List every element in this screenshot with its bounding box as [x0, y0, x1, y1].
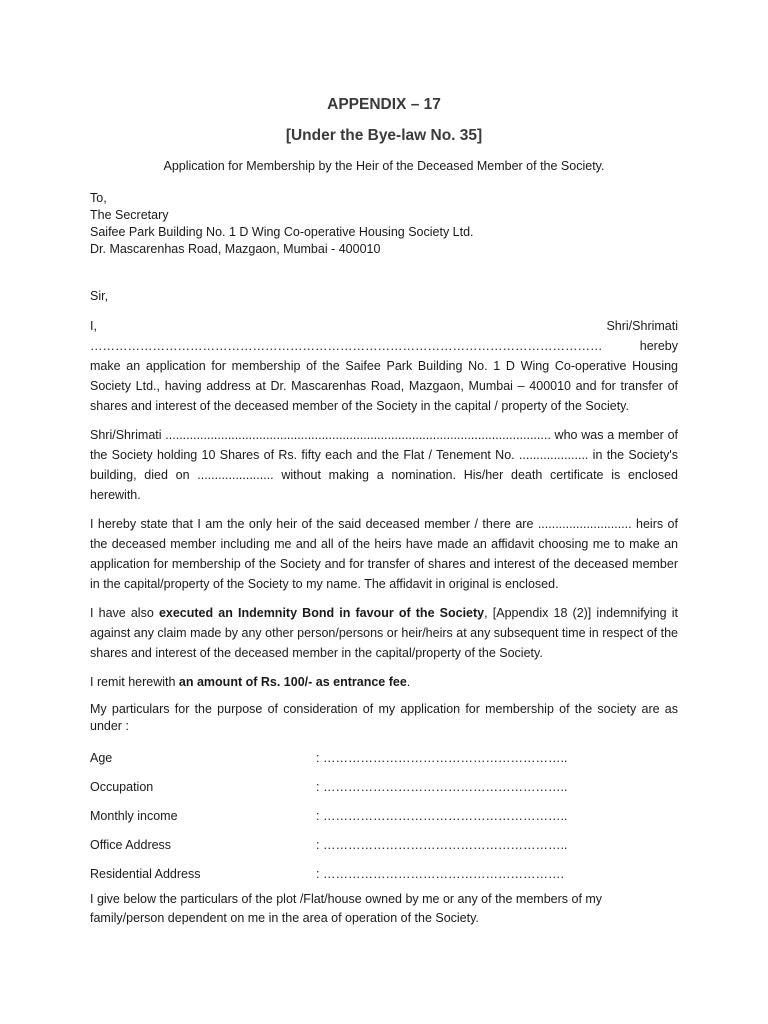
address-recipient: The Secretary [90, 208, 169, 222]
address-society: Saifee Park Building No. 1 D Wing Co-operative Housing Society Ltd. [90, 225, 474, 239]
paragraph-property-particulars: I give below the particulars of the plot /Flat/house owned by me or any of the members of my family/person dependent on me in the area of operation of the Society. [90, 892, 603, 925]
particular-label: Office Address [90, 837, 172, 852]
fee-post: . [406, 675, 411, 689]
particular-row-monthly-income [90, 801, 678, 830]
fee-pre: I remit herewith [90, 675, 179, 689]
particular-label: Age [90, 750, 113, 765]
indemnity-pre: I have also [90, 606, 159, 620]
particular-blank: : …………………………………………………. [316, 866, 564, 881]
appendix-title: APPENDIX – 17 [327, 96, 441, 113]
paragraph-deceased-member: Shri/Shrimati ............................................................................................................... who was a member of the Society holding 10 Shares of Rs. fifty each and the Flat / Tenement No. .................... in the Society's building, died on ...................... without making a nomination. His/her death certificate is enclosed herewith. [90, 428, 678, 502]
indemnity-bold: executed an Indemnity Bond in favour of the Society [158, 606, 485, 620]
particulars-list [90, 743, 678, 888]
bye-law-subtitle: [Under the Bye-law No. 35] [285, 127, 483, 144]
particular-blank: : ………………………………………………….. [316, 779, 568, 794]
paragraph-heirs: I hereby state that I am the only heir of the said deceased member / there are ........................... heirs of the deceased member including me and all of the heirs have made an affidavit choosing me to make an application for membership of the Society and for transfer of shares and interest of the deceased member in the capital/property of the Society to my name. The affidavit in original is enclosed. [90, 517, 678, 591]
salutation: Sir, [90, 289, 109, 303]
particular-row-office-address [90, 830, 678, 859]
address-street: Dr. Mascarenhas Road, Mazgaon, Mumbai - 400010 [90, 242, 381, 256]
recipient-address [90, 190, 678, 258]
fee-bold: an amount of Rs. 100/- as entrance fee [178, 675, 407, 689]
particular-blank: : ………………………………………………….. [316, 750, 568, 765]
particular-row-age [90, 743, 678, 772]
paragraph-particulars-intro: My particulars for the purpose of consideration of my application for membership of the society are as under : [90, 702, 678, 733]
paragraph-indemnity [90, 603, 678, 663]
paragraph-entrance-fee [90, 672, 678, 692]
particular-label: Residential Address [90, 866, 201, 881]
particular-label: Monthly income [90, 808, 178, 823]
particular-row-occupation [90, 772, 678, 801]
particular-blank: : ………………………………………………….. [316, 837, 568, 852]
indemnity-post: , [Appendix 18 (2)] indemnifying it against any claim made by any other person/persons or heir/heirs at any subsequent time in respect of the shares and interest of the deceased member in the capital/property of the Society. [90, 606, 678, 660]
paragraph-application: I, Shri/Shrimati …………………………………………………………………………………………………………… hereby make an application for membership of the Saifee Park Building No. 1 D Wing Co-operative Housing Society Ltd., having address at Dr. Mascarenhas Road, Mazgaon, Mumbai – 400010 and for transfer of shares and interest of the deceased member of the Society in the capital / property of the Society. [90, 319, 678, 413]
particular-blank: : ………………………………………………….. [316, 808, 568, 823]
address-to: To, [90, 191, 107, 205]
application-subject: Application for Membership by the Heir of the Deceased Member of the Society. [163, 159, 605, 173]
particular-label: Occupation [90, 779, 154, 794]
particular-row-residential-address [90, 859, 678, 888]
